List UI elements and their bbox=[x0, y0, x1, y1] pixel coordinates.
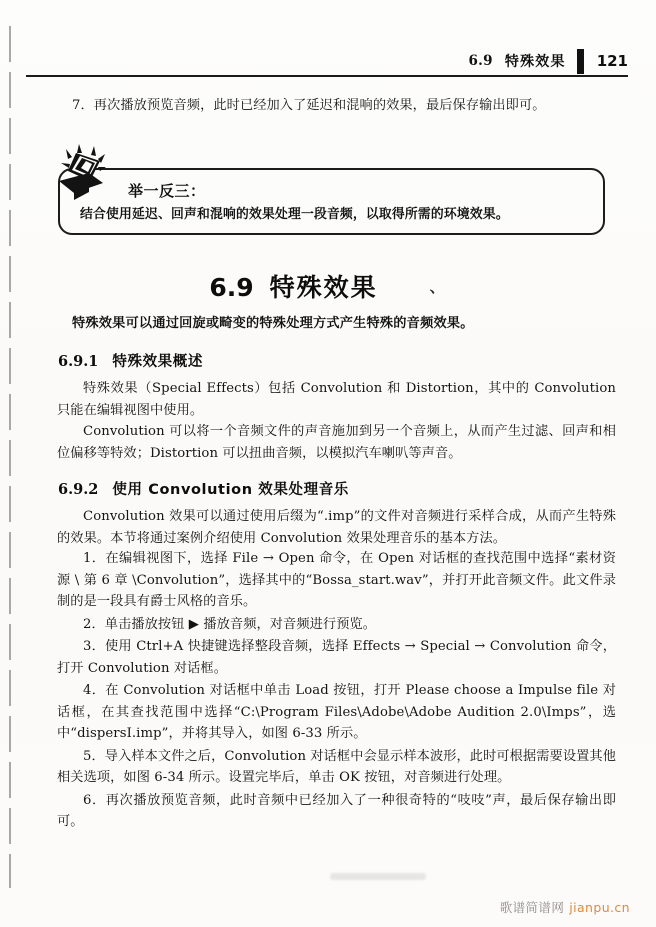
page-number: 121 bbox=[596, 52, 628, 70]
subsection-title-691: 特殊效果概述 bbox=[112, 354, 203, 370]
paragraph-691-1: 特殊效果（Special Effects）包括 Convolution 和 Distortion，其中的 Convolution 只能在编辑视图中使用。 bbox=[57, 381, 616, 418]
scan-smudge-artifact bbox=[330, 873, 426, 880]
subsection-heading-692 bbox=[58, 478, 349, 499]
tip-text: 结合使用延迟、回声和混响的效果处理一段音频，以取得所需的环境效果。 bbox=[80, 207, 509, 222]
header-content bbox=[468, 48, 628, 74]
subsection-heading-691 bbox=[58, 350, 203, 371]
paragraph-691-2: Convolution 可以将一个音频文件的声音施加到另一个音频上，从而产生过滤、回声和相位偏移等特效；Distortion 可以扭曲音频，以模拟汽车喇叭等声音。 bbox=[57, 424, 616, 461]
watermark-site-name: 歌谱简谱网 bbox=[499, 900, 565, 915]
step-item: 2．单击播放按钮 ▶ 播放音频，对音频进行预览。 bbox=[83, 616, 377, 632]
steps-list bbox=[57, 548, 616, 834]
subsection-number-692: 6.9.2 bbox=[58, 481, 99, 498]
scan-binding-artifact bbox=[9, 26, 11, 888]
tip-title: 举一反三： bbox=[128, 182, 206, 200]
header-section-number: 6.9 bbox=[468, 53, 493, 69]
subsection-number-691: 6.9.1 bbox=[58, 353, 99, 370]
section-title bbox=[0, 268, 656, 304]
header-divider-bar bbox=[577, 49, 584, 74]
paragraph-692-1: Convolution 效果可以通过使用后缀为“.imp”的文件对音频进行采样合成，从而产生特殊的效果。本节将通过案例介绍使用 Convolution 效果处理音乐的基本方法。 bbox=[57, 509, 616, 546]
step-7-paragraph: 7．再次播放预览音频，此时已经加入了延迟和混响的效果，最后保存输出即可。 bbox=[72, 98, 546, 113]
watermark-domain: jianpu.cn bbox=[569, 900, 630, 915]
step-item: 5．导入样本文件之后，Convolution 对话框中会显示样本波形，此时可根据需要设置其他相关选项，如图 6-34 所示。设置完毕后，单击 OK 按钮，对音频进行处理。 bbox=[57, 748, 616, 785]
section-title-stray-mark: 、 bbox=[429, 278, 447, 296]
step-item: 3．使用 Ctrl+A 快捷键选择整段音频，选择 Effects → Special → Convolution 命令，打开 Convolution 对话框。 bbox=[57, 639, 616, 676]
section-title-text: 特殊效果 bbox=[269, 273, 378, 302]
lightbulb-stamp-icon bbox=[56, 143, 128, 205]
section-title-number: 6.9 bbox=[209, 273, 254, 302]
step-item: 1．在编辑视图下，选择 File → Open 命令，在 Open 对话框的查找范围中选择“素材资源 \ 第 6 章 \Convolution”，选择其中的“Bossa_start.wav”，并打开此音频文件。此文件录制的是一段具有爵士风格的音乐。 bbox=[57, 551, 616, 609]
page-header bbox=[0, 48, 656, 82]
header-section-title: 特殊效果 bbox=[504, 54, 566, 70]
step-item: 6．再次播放预览音频，此时音频中已经加入了一种很奇特的“吱吱”声，最后保存输出即可。 bbox=[57, 792, 616, 829]
tip-box bbox=[58, 168, 605, 235]
watermark bbox=[500, 898, 630, 916]
subsection-title-692: 使用 Convolution 效果处理音乐 bbox=[112, 482, 349, 498]
section-intro-paragraph: 特殊效果可以通过回旋或畸变的特殊处理方式产生特殊的音频效果。 bbox=[72, 316, 474, 331]
step-item: 4．在 Convolution 对话框中单击 Load 按钮，打开 Please choose a Impulse file 对话框，在其查找范围中选择“C:\Program Files\Adobe\Adobe Audition 2.0\Imps”，选中“dispersI.imp”，并将其导入，如图 6-33 所示。 bbox=[57, 683, 616, 741]
header-rule bbox=[26, 75, 628, 77]
